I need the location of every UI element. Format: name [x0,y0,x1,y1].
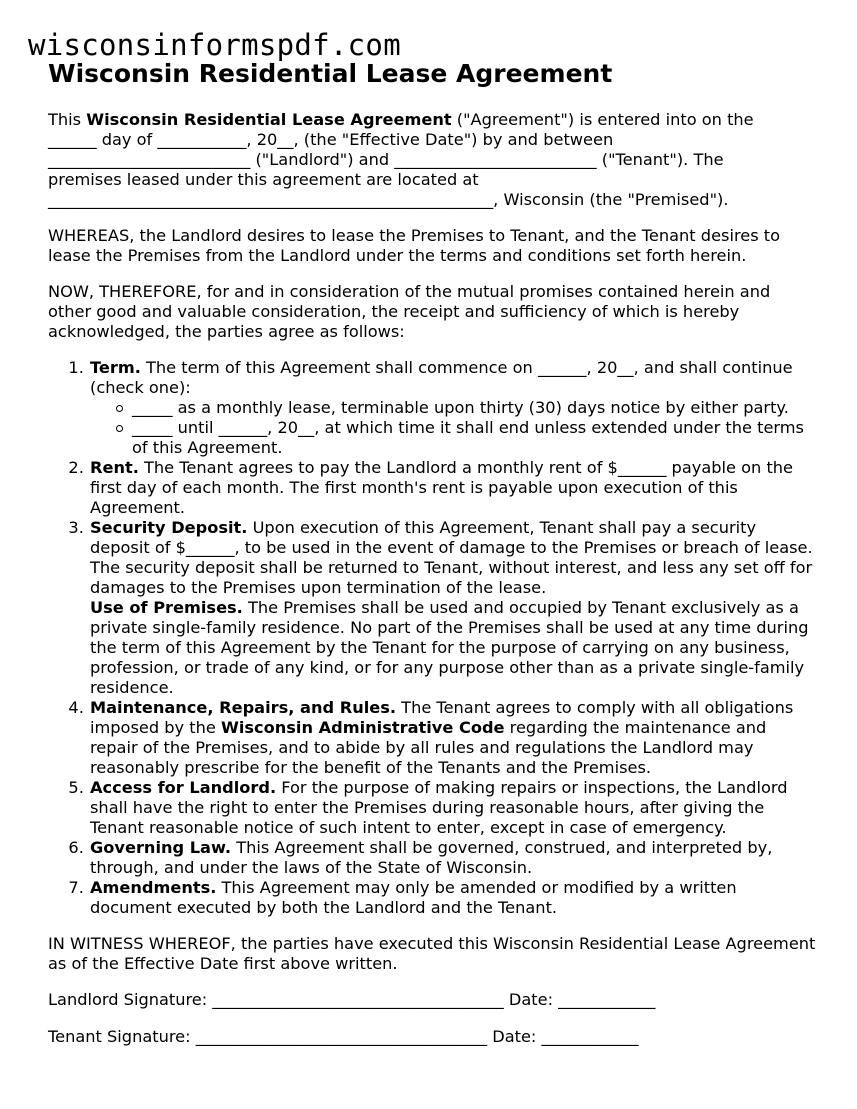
clause-amendments: 7. Amendments. This Agreement may only be amended or modified by a written document executed by both the Landlord and the Tenant. [89,878,818,918]
clause-term: 1. Term. The term of this Agreement shall commence on ______, 20__, and shall continue (check one): _____ as a monthly lease, terminable upon thirty (30) days notice by either party. _____ until ______, 20__, at which time it shall end unless extended under the terms of this Agreement. [89,358,818,458]
intro-line-2: ______ day of ___________, 20__, (the "Effective Date") by and between [48,130,614,149]
tenant-signature-line: Tenant Signature: ____________________________________ Date: ____________ [48,1027,639,1046]
term-option-monthly: _____ as a monthly lease, terminable upon thirty (30) days notice by either party. [132,398,818,418]
site-watermark: wisconsinformspdf.com [28,28,401,62]
intro-bold-title: Wisconsin Residential Lease Agreement [86,110,452,129]
clause-governing-law: 6. Governing Law. This Agreement shall be governed, construed, and interpreted by, through, and under the laws of the State of Wisconsin. [89,838,818,878]
clause-list [48,358,818,918]
intro-line-5: _______________________________________________________, Wisconsin (the "Premised"). [48,190,729,209]
landlord-signature-line: Landlord Signature: ____________________________________ Date: ____________ [48,990,656,1009]
witness-paragraph: IN WITNESS WHEREOF, the parties have executed this Wisconsin Residential Lease Agreement as of the Effective Date first above written. [48,934,816,973]
intro-line-3: _________________________ ("Landlord") and _________________________ ("Tenant"). The [48,150,724,169]
intro-line-4: premises leased under this agreement are located at [48,170,479,189]
agreement-body [48,110,818,1063]
clause-rent: 2. Rent. The Tenant agrees to pay the Landlord a monthly rent of $______ payable on the first day of each month. The first month's rent is payable upon execution of this Agreement. [89,458,818,518]
term-option-until: _____ until ______, 20__, at which time it shall end unless extended under the terms of this Agreement. [132,418,818,458]
document-title: Wisconsin Residential Lease Agreement [48,59,613,88]
term-options [90,398,818,458]
clause-security-deposit: 3. Security Deposit. Upon execution of this Agreement, Tenant shall pay a security deposit of $______, to be used in the event of damage to the Premises or breach of lease. The security deposit shall be returned to Tenant, without interest, and less any set off for damages to the Premises upon termination of the lease. Use of Premises. The Premises shall be used and occupied by Tenant exclusively as a private single-family residence. No part of the Premises shall be used at any time during the term of this Agreement by the Tenant for the purpose of carrying on any business, profession, or trade of any kind, or for any purpose other than as a private single-family residence. [89,518,818,698]
now-therefore-paragraph: NOW, THEREFORE, for and in consideration of the mutual promises contained herein and other good and valuable consideration, the receipt and sufficiency of which is hereby acknowledged, the parties agree as follows: [48,282,771,341]
use-of-premises-heading: Use of Premises. [90,598,243,617]
intro-paragraph: This Wisconsin Residential Lease Agreement ("Agreement") is entered into on the ______ day of ___________, 20__, (the "Effective Date") by and between _________________________ ("Landlord") and _________________________ ("Tenant"). The premises leased under this agreement are located at _______________________________________________________, Wisconsin (the "Premised"). [48,110,754,209]
whereas-paragraph: WHEREAS, the Landlord desires to lease the Premises to Tenant, and the Tenant desires to lease the Premises from the Landlord under the terms and conditions set forth herein. [48,226,781,265]
clause-maintenance: 4. Maintenance, Repairs, and Rules. The Tenant agrees to comply with all obligations imposed by the Wisconsin Administrative Code regarding the maintenance and repair of the Premises, and to abide by all rules and regulations the Landlord may reasonably prescribe for the benefit of the Tenants and the Premises. [89,698,818,778]
clause-access: 5. Access for Landlord. For the purpose of making repairs or inspections, the Landlord shall have the right to enter the Premises during reasonable hours, after giving the Tenant reasonable notice of such intent to enter, except in case of emergency. [89,778,818,838]
